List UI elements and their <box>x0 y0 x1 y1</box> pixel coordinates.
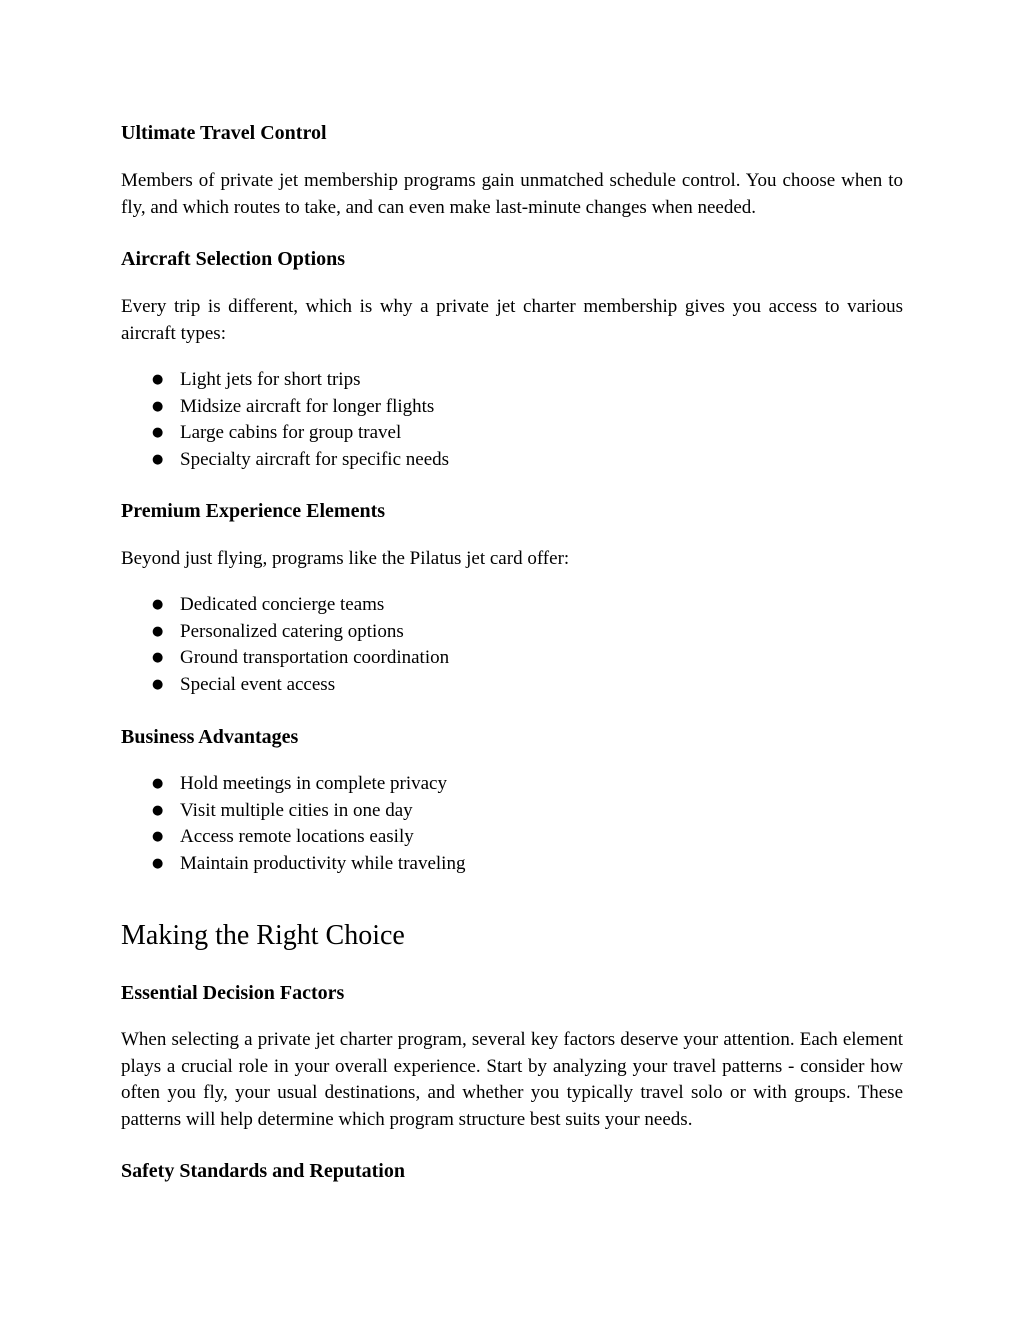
bullet-icon: ● <box>152 650 164 666</box>
heading-premium-experience: Premium Experience Elements <box>121 500 386 522</box>
list-item-text: Personalized catering options <box>180 620 404 642</box>
paragraph-essential-factors: When selecting a private jet charter program, several key factors deserve your attention. Each element plays a crucial role in your overall experience. Start by analyzing your travel patterns - consider how often you fly, your usual destinations, and whether you typically travel solo or with groups. These patterns will help determine which program structure best suits your needs. <box>121 1029 903 1130</box>
heading-aircraft-selection: Aircraft Selection Options <box>121 248 346 270</box>
list-item-text: Ground transportation coordination <box>180 647 450 669</box>
bullet-icon: ● <box>152 451 164 467</box>
bullet-icon: ● <box>152 623 164 639</box>
paragraph-premium-experience: Beyond just flying, programs like the Pilatus jet card offer: <box>121 548 570 569</box>
heading-ultimate-travel-control: Ultimate Travel Control <box>121 122 327 144</box>
paragraph-aircraft-selection: Every trip is different, which is why a private jet charter membership gives you access to various aircraft types: <box>121 296 903 344</box>
list-item-text: Visit multiple cities in one day <box>180 799 413 821</box>
bullet-icon: ● <box>152 425 164 441</box>
bullet-icon: ● <box>152 802 164 818</box>
bullet-icon: ● <box>152 855 164 871</box>
list-item-text: Maintain productivity while traveling <box>180 852 466 874</box>
heading-making-right-choice: Making the Right Choice <box>121 920 405 951</box>
list-item-text: Hold meetings in complete privacy <box>180 773 447 794</box>
heading-safety-standards: Safety Standards and Reputation <box>121 1160 405 1182</box>
list-item-text: Specialty aircraft for specific needs <box>180 448 450 470</box>
heading-essential-factors: Essential Decision Factors <box>121 982 345 1004</box>
bullet-icon: ● <box>152 398 164 414</box>
bullet-icon: ● <box>152 776 164 791</box>
list-item-text: Dedicated concierge teams <box>180 594 385 615</box>
bullet-icon: ● <box>152 597 164 612</box>
heading-business-advantages: Business Advantages <box>121 726 299 748</box>
list-item-text: Large cabins for group travel <box>180 422 402 444</box>
paragraph-ultimate-travel-control: Members of private jet membership programs gain unmatched schedule control. You choose when to fly, and which routes to take, and can even make last-minute changes when needed. <box>121 170 903 218</box>
bullet-icon: ● <box>152 829 164 845</box>
bullet-icon: ● <box>152 676 164 692</box>
list-item-text: Special event access <box>180 673 336 695</box>
bullet-icon: ● <box>152 372 164 387</box>
list-item-text: Midsize aircraft for longer flights <box>180 395 435 417</box>
list-item-text: Light jets for short trips <box>180 369 361 390</box>
list-item-text: Access remote locations easily <box>180 826 414 848</box>
